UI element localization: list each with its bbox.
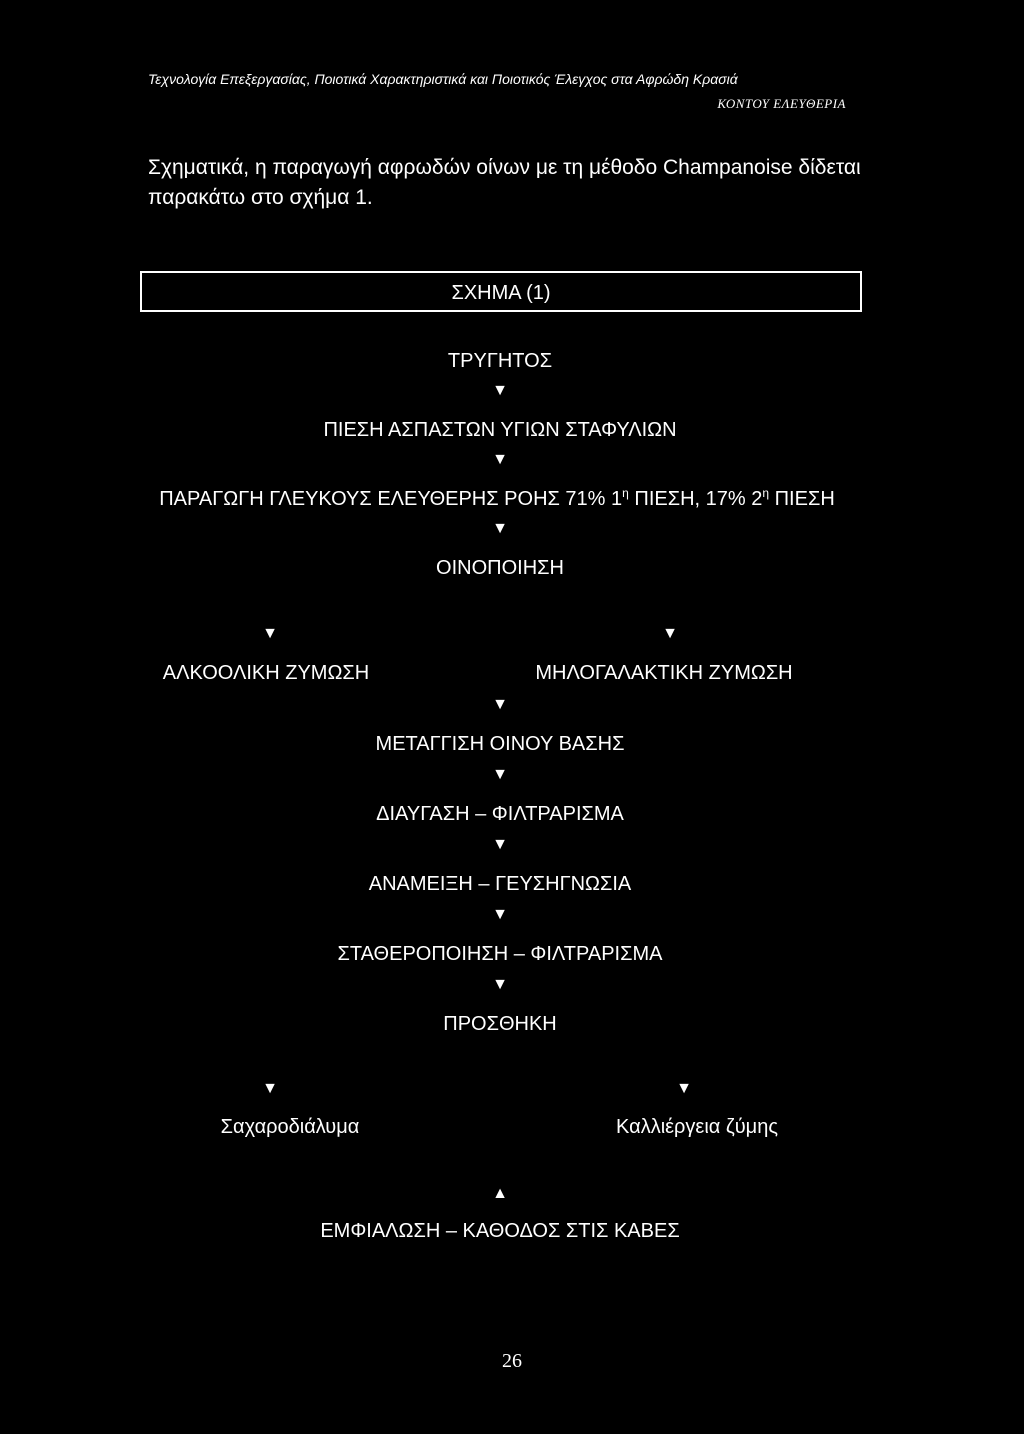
arrow-down-icon: ▼	[262, 1080, 278, 1097]
must-sup-2: η	[762, 486, 770, 500]
arrow-down-icon: ▼	[662, 625, 678, 642]
arrow-down-icon: ▼	[492, 906, 508, 923]
step-must-production	[159, 488, 835, 511]
must-sup-1: η	[622, 486, 629, 500]
step-malolactic-fermentation: ΜΗΛΟΓΑΛΑΚΤΙΚΗ ΖΥΜΩΣΗ	[535, 662, 793, 684]
arrow-up-icon: ▲	[492, 1185, 508, 1202]
arrow-down-icon: ▼	[492, 520, 508, 537]
step-harvest: ΤΡΥΓΗΤΟΣ	[447, 350, 553, 372]
step-press: ΠΙΕΣΗ ΑΣΠΑΣΤΩΝ ΥΓΙΩΝ ΣΤΑΦΥΛΙΩΝ	[323, 419, 677, 441]
running-header-author: ΚΟΝΤΟΥ ΕΛΕΥΘΕΡΙΑ	[717, 96, 846, 111]
must-text-a: ΠΑΡΑΓΩΓΗ ΓΛΕΥΚΟΥΣ ΕΛΕΥΘΕΡΗΣ ΡΟΗΣ 71% 1	[159, 488, 623, 510]
arrow-down-icon: ▼	[492, 451, 508, 468]
arrow-down-icon: ▼	[676, 1080, 692, 1097]
step-stabilization: ΣΤΑΘΕΡΟΠΟΙΗΣΗ – ΦΙΛΤΡΑΡΙΣΜΑ	[337, 943, 663, 965]
running-header-title: Τεχνολογία Επεξεργασίας, Ποιοτικά Χαρακτηριστικά και Ποιοτικός Έλεγχος στα Αφρώδη Κρασιά	[148, 71, 738, 87]
must-text-c: ΠΙΕΣΗ	[769, 488, 835, 510]
step-clarification: ΔΙΑΥΓΑΣΗ – ΦΙΛΤΡΑΡΙΣΜΑ	[376, 803, 624, 825]
arrow-down-icon: ▼	[492, 382, 508, 399]
step-racking: ΜΕΤΑΓΓΙΣΗ ΟΙΝΟΥ ΒΑΣΗΣ	[375, 733, 625, 755]
arrow-down-icon: ▼	[492, 696, 508, 713]
page-number: 26	[502, 1350, 522, 1372]
step-blending: ΑΝΑΜΕΙΞΗ – ΓΕΥΣΗΓΝΩΣΙΑ	[368, 873, 632, 895]
must-text-b: ΠΙΕΣΗ, 17% 2	[628, 488, 763, 510]
arrow-down-icon: ▼	[262, 625, 278, 642]
figure-title: ΣΧΗΜΑ (1)	[451, 282, 551, 304]
arrow-down-icon: ▼	[492, 836, 508, 853]
step-addition: ΠΡΟΣΘΗΚΗ	[443, 1013, 557, 1035]
intro-paragraph: Σχηματικά, η παραγωγή αφρωδών οίνων με τη μέθοδο Champanoise δίδεται παρακάτω στο σχήμα 1.	[148, 156, 861, 209]
step-alcoholic-fermentation: ΑΛΚΟΟΛΙΚΗ ΖΥΜΩΣΗ	[162, 662, 370, 684]
step-sugar-solution: Σαχαροδιάλυμα	[220, 1116, 360, 1138]
step-bottling: ΕΜΦΙΑΛΩΣΗ – ΚΑΘΟΔΟΣ ΣΤΙΣ ΚΑΒΕΣ	[320, 1220, 680, 1242]
step-vinification: ΟΙΝΟΠΟΙΗΣΗ	[436, 557, 564, 579]
arrow-down-icon: ▼	[492, 976, 508, 993]
step-yeast-culture: Καλλιέργεια ζύμης	[616, 1116, 778, 1138]
figure-title-box	[140, 271, 862, 312]
arrow-down-icon: ▼	[492, 766, 508, 783]
